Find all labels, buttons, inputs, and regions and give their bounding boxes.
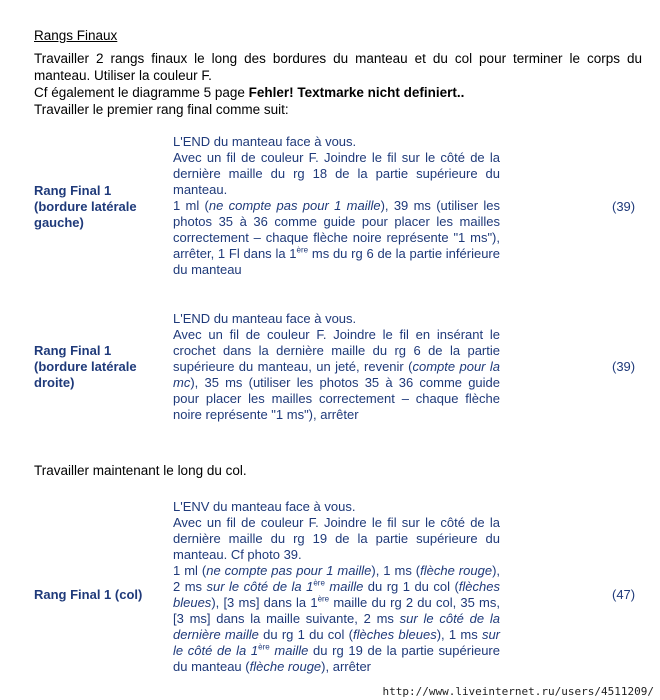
- source-url-watermark: http://www.liveinternet.ru/users/4511209/: [382, 685, 654, 698]
- text: ms du rg 6 de la partie inférieure du manteau: [173, 246, 500, 277]
- text: 1 ml (: [173, 563, 207, 578]
- italic-text: ne compte pas pour 1 maille: [206, 563, 372, 578]
- text: ), 39 ms (utiliser les photos 35 à 36 comme guide pour placer les mailles correctement – chaque flèche noire représente "1 ms"), arrêter, 1 Fl dans la 1: [173, 198, 501, 261]
- italic-text: sur le côté de la 1: [206, 579, 314, 594]
- italic-text: flèche rouge: [249, 659, 322, 674]
- section-title: Rangs Finaux: [34, 28, 118, 43]
- italic-text: maille: [269, 643, 309, 658]
- text: du rg 1 du col (: [363, 579, 459, 594]
- stitch-count: (39): [612, 359, 636, 374]
- italic-text: sur le côté de la dernière maille: [173, 611, 500, 642]
- row-instructions: [173, 311, 500, 423]
- row-instructions: [173, 499, 500, 675]
- italic-text: compte pour la mc: [173, 359, 500, 390]
- intro-line-2: [34, 84, 642, 101]
- superscript: ère: [313, 578, 325, 588]
- row-label-line: (bordure latérale: [34, 359, 137, 374]
- text: ), 1 ms: [436, 627, 482, 642]
- text: du rg 1 du col (: [258, 627, 353, 642]
- instruction-line: L'END du manteau face à vous.: [173, 311, 357, 326]
- row-label-line: Rang Final 1: [34, 183, 112, 198]
- instruction-line: L'ENV du manteau face à vous.: [173, 499, 356, 514]
- text: ), [3 ms] dans la 1: [211, 595, 318, 610]
- row-label: [34, 183, 164, 231]
- separator-text: Travailler maintenant le long du col.: [34, 463, 247, 478]
- instruction-line: [173, 563, 500, 675]
- intro-line-3: Travailler le premier rang final comme suit:: [34, 102, 289, 117]
- text: 1 ml (: [173, 198, 209, 213]
- text: ), 2 ms: [173, 563, 501, 594]
- italic-text: flèches bleues: [173, 579, 500, 610]
- intro-bold-error: Fehler! Textmarke nicht definiert..: [248, 85, 465, 100]
- text: maille du rg 2 du col, 35 ms, [3 ms] dans la maille suivante, 2 ms: [173, 595, 500, 626]
- stitch-count: (39): [612, 199, 636, 214]
- superscript: ère: [317, 594, 330, 604]
- row-label: [34, 343, 164, 391]
- intro-reference-text: Cf également le diagramme 5 page: [34, 85, 249, 100]
- instruction-line: Avec un fil de couleur F. Joindre le fil sur le côté de la dernière maille du rg 18 de la partie supérieure du manteau.: [173, 150, 500, 197]
- superscript: ère: [296, 245, 309, 255]
- italic-text: ne compte pas pour 1 maille: [208, 198, 381, 213]
- row-label-line: droite): [34, 375, 75, 390]
- row-label: Rang Final 1 (col): [34, 587, 143, 602]
- italic-text: maille: [324, 579, 364, 594]
- italic-text: flèche rouge: [420, 563, 493, 578]
- row-label-line: Rang Final 1: [34, 343, 112, 358]
- italic-text: flèches bleues: [352, 627, 437, 642]
- instruction-line: [173, 198, 500, 278]
- text: ), 35 ms (utiliser les photos 35 à 36 comme guide pour placer les mailles correctement – chaque flèche noire représente "1 ms"), arrêter: [173, 375, 500, 422]
- row-instructions: [173, 134, 500, 278]
- superscript: ère: [258, 642, 270, 652]
- instruction-line: Avec un fil de couleur F. Joindre le fil sur le côté de la dernière maille du rg 19 de la partie supérieure du manteau. Cf photo 39.: [173, 515, 500, 562]
- intro-paragraph: [34, 50, 642, 118]
- text: ), 1 ms (: [371, 563, 421, 578]
- instruction-line: L'END du manteau face à vous.: [173, 134, 357, 149]
- instruction-line: [173, 327, 500, 423]
- row-label-line: (bordure latérale: [34, 199, 137, 214]
- text: ), arrêter: [321, 659, 372, 674]
- italic-text: sur le côté de la 1: [173, 627, 500, 658]
- intro-line-1: Travailler 2 rangs finaux le long des bordures du manteau et du col pour terminer le corps du manteau. Utiliser la couleur F.: [34, 51, 642, 83]
- stitch-count: (47): [612, 587, 636, 602]
- row-label-line: gauche): [34, 215, 84, 230]
- text: Avec un fil de couleur F. Joindre le fil en insérant le crochet dans la dernière maille du rg 6 de la partie supérieure du manteau, un jeté, revenir (: [173, 327, 500, 374]
- text: du rg 19 de la partie supérieure du manteau (: [173, 643, 500, 674]
